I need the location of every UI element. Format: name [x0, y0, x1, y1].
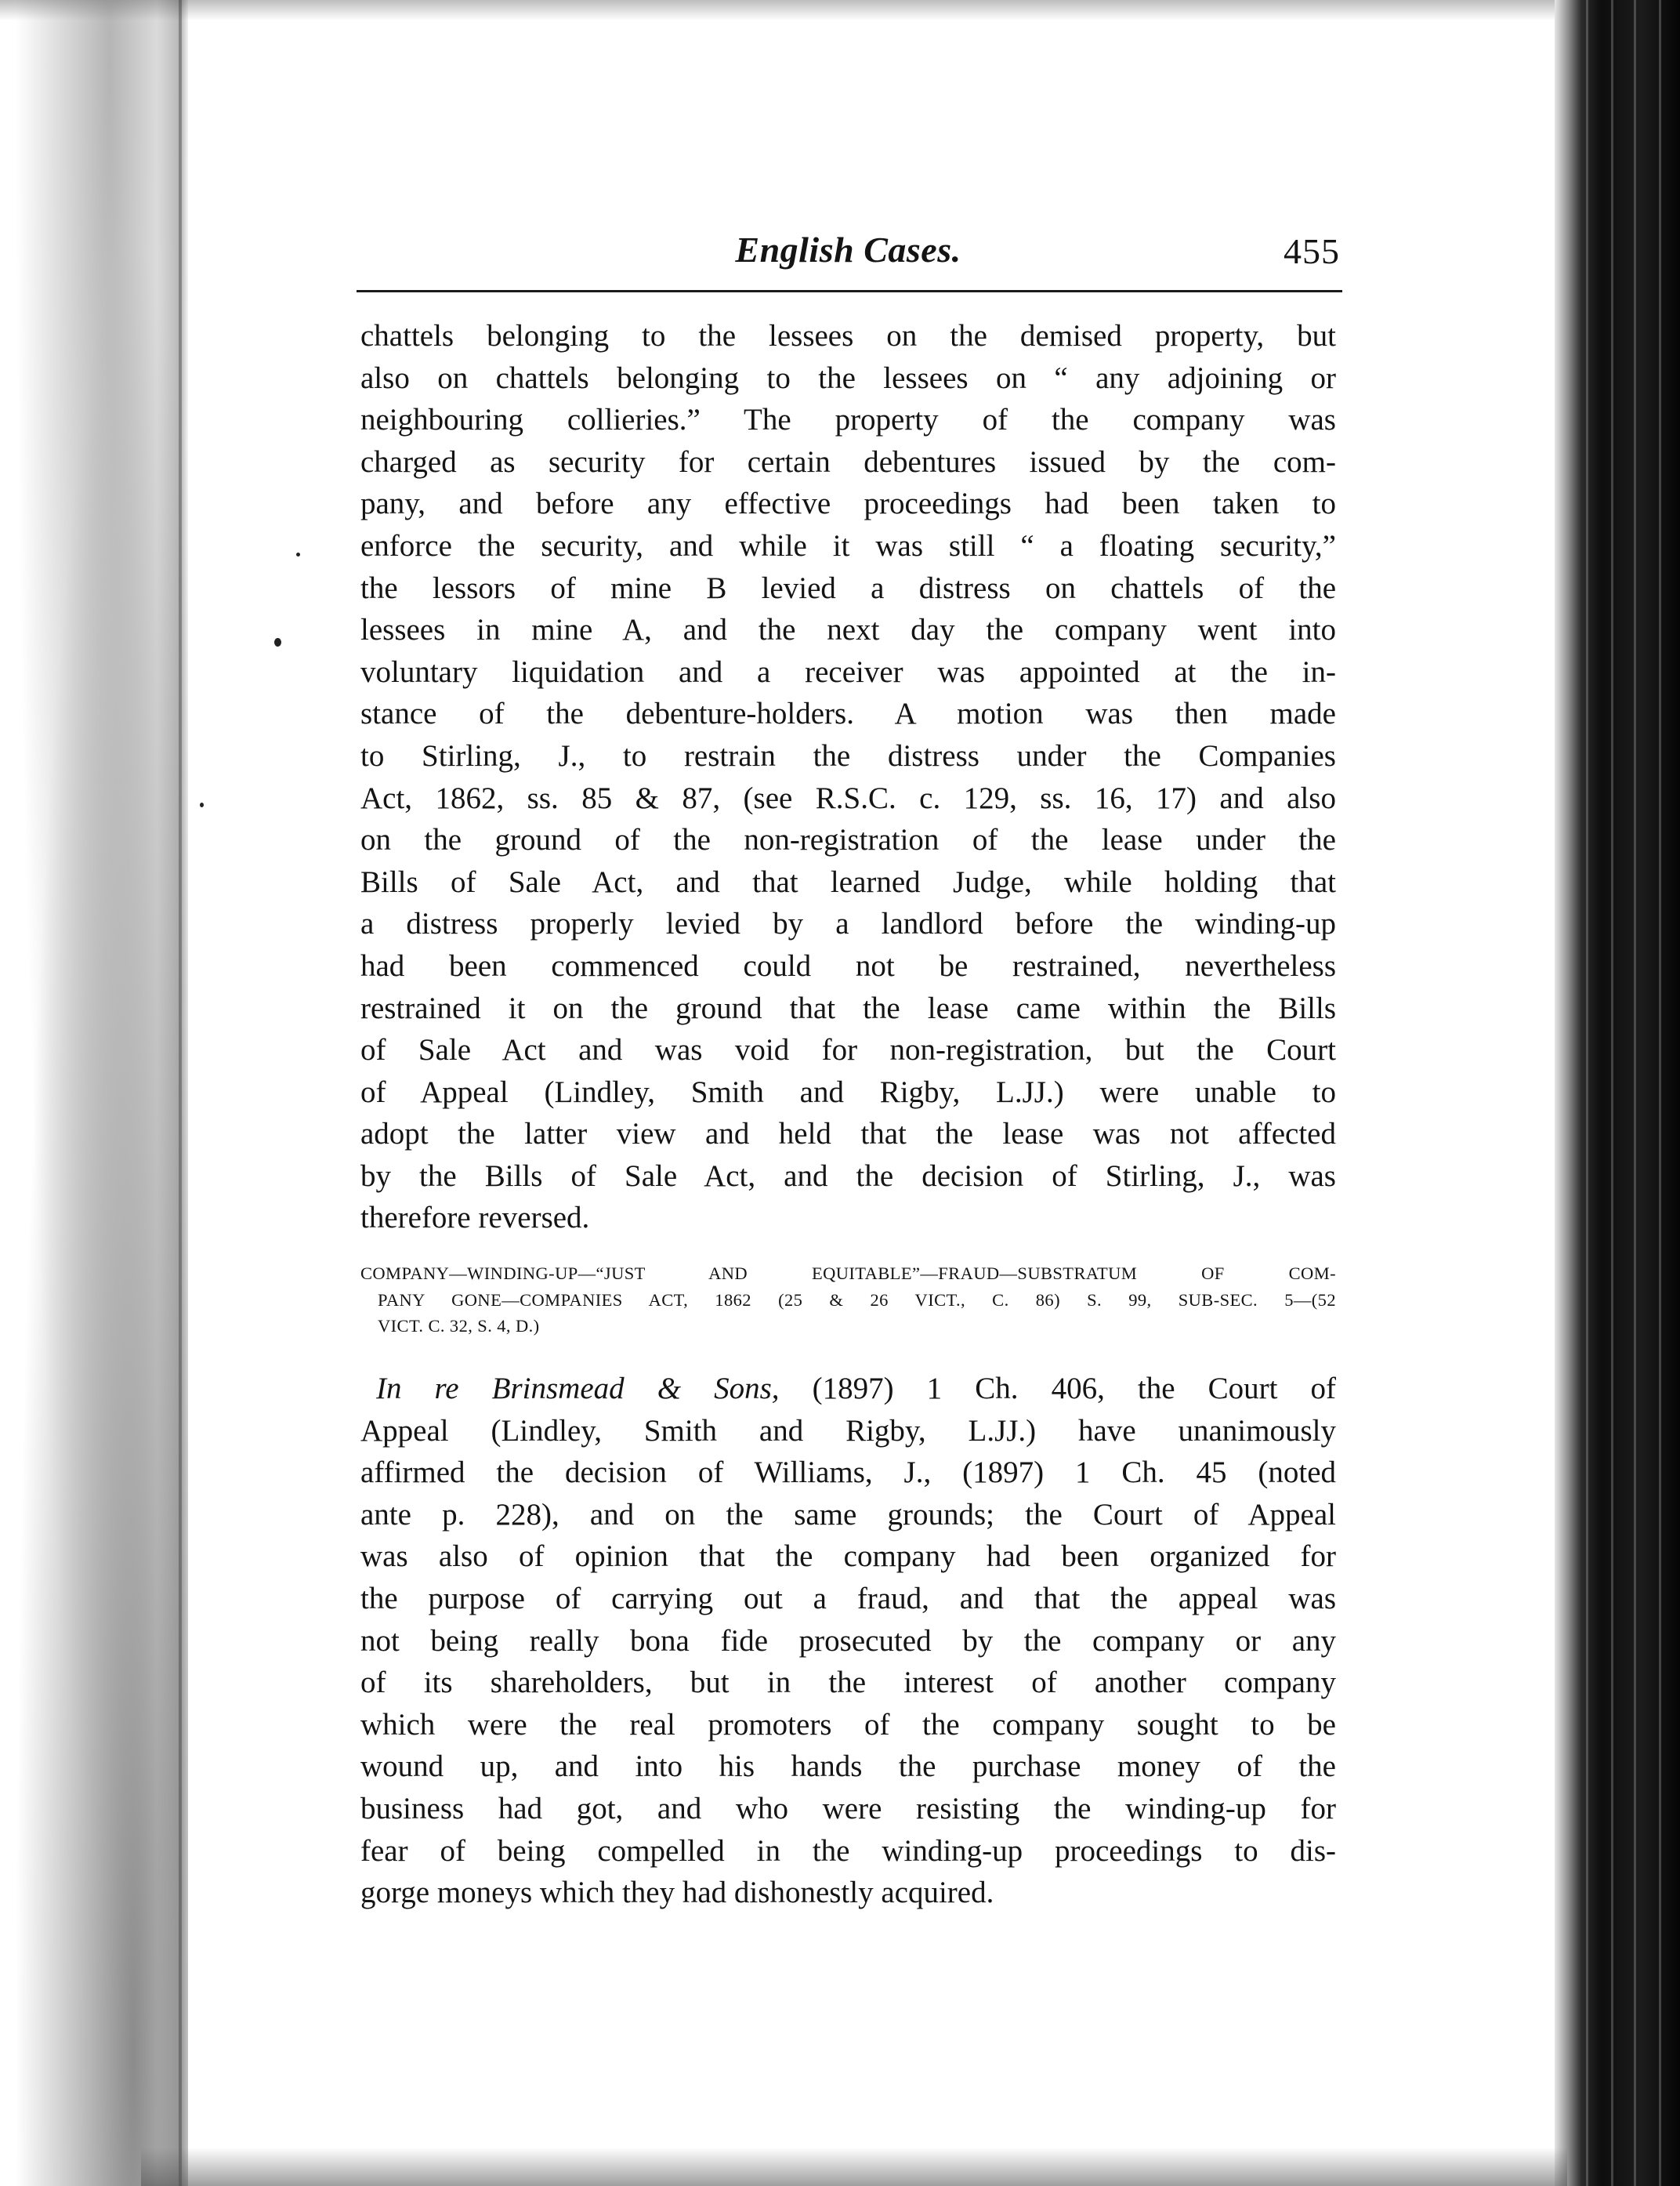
- text-line: affirmed the decision of Williams, J., (1897) 1 Ch. 45 (noted: [360, 1456, 1336, 1490]
- text-line: of its shareholders, but in the interest of another company: [360, 1666, 1336, 1700]
- text-line: business had got, and who were resisting the winding-up for: [360, 1791, 1336, 1825]
- scan-speck: [200, 803, 204, 807]
- scan-bottom-shadow: [141, 2148, 1567, 2186]
- case-heading: [360, 1260, 1336, 1340]
- text-line: charged as security for certain debentures issued by the com-: [360, 444, 1336, 479]
- text-line: enforce the security, and while it was still “ a floating security,”: [360, 528, 1336, 563]
- scan-speck: [296, 553, 300, 556]
- text-line: lessees in mine A, and the next day the company went into: [360, 613, 1336, 647]
- text-line: also on chattels belonging to the lessees on “ any adjoining or: [360, 361, 1336, 395]
- case-citation: (1897) 1 Ch. 406, the Court of: [812, 1372, 1337, 1405]
- paragraph-continued: [360, 315, 1336, 1239]
- paragraph-case-report: [360, 1368, 1336, 1914]
- running-head: [357, 229, 1340, 284]
- text-line: the purpose of carrying out a fraud, and that the appeal was: [360, 1581, 1336, 1615]
- text-line: gorge moneys which they had dishonestly acquired.: [360, 1876, 994, 1910]
- scan-top-shadow: [0, 0, 1680, 20]
- text-line: Act, 1862, ss. 85 & 87, (see R.S.C. c. 129, ss. 16, 17) and also: [360, 781, 1336, 815]
- text-line: Appeal (Lindley, Smith and Rigby, L.JJ.) have unanimously: [360, 1413, 1336, 1448]
- text-line: pany, and before any effective proceedings had been taken to: [360, 487, 1336, 521]
- text-line: which were the real promoters of the company sought to be: [360, 1707, 1336, 1742]
- text-line: the lessors of mine B levied a distress on chattels of the: [360, 571, 1336, 605]
- text-line: neighbouring collieries.” The property of the company was: [360, 403, 1336, 437]
- text-line: fear of being compelled in the winding-up proceedings to dis-: [360, 1833, 1336, 1868]
- text-line: wound up, and into his hands the purchase money of the: [360, 1749, 1336, 1784]
- text-line: restrained it on the ground that the lease came within the Bills: [360, 991, 1336, 1025]
- text-line: ante p. 228), and on the same grounds; the Court of Appeal: [360, 1497, 1336, 1532]
- running-title: English Cases.: [735, 230, 961, 270]
- text-line: not being really bona fide prosecuted by the company or any: [360, 1623, 1336, 1658]
- text-line: voluntary liquidation and a receiver was appointed at the in-: [360, 654, 1336, 689]
- scan-right-edge: [1555, 0, 1680, 2186]
- text-line-first: [360, 1368, 1336, 1410]
- text-line: Bills of Sale Act, and that learned Judge, while holding that: [360, 865, 1336, 899]
- case-name: In re Brinsmead & Sons,: [376, 1372, 780, 1405]
- text-line: of Sale Act and was void for non-registration, but the Court: [360, 1033, 1336, 1068]
- case-heading-line: VICT. C. 32, S. 4, D.): [378, 1316, 540, 1336]
- text-line: by the Bills of Sale Act, and the decision of Stirling, J., was: [360, 1158, 1336, 1193]
- text-line: on the ground of the non-registration of the lease under the: [360, 823, 1336, 857]
- header-rule: [357, 290, 1342, 292]
- text-line: therefore reversed.: [360, 1201, 590, 1235]
- text-line: stance of the debenture-holders. A motion was then made: [360, 697, 1336, 731]
- text-line: had been commenced could not be restrained, nevertheless: [360, 948, 1336, 983]
- case-heading-line: COMPANY—WINDING-UP—“JUST AND EQUITABLE”—FRAUD—SUBSTRATUM OF COM-: [360, 1263, 1336, 1283]
- scan-speck: [274, 638, 281, 647]
- text-line: adopt the latter view and held that the lease was not affected: [360, 1117, 1336, 1151]
- scan-left-edge: [0, 0, 188, 2186]
- text-line: a distress properly levied by a landlord before the winding-up: [360, 907, 1336, 941]
- text-line: was also of opinion that the company had been organized for: [360, 1539, 1336, 1574]
- text-line: to Stirling, J., to restrain the distress under the Companies: [360, 738, 1336, 773]
- text-line: of Appeal (Lindley, Smith and Rigby, L.JJ.) were unable to: [360, 1075, 1336, 1109]
- text-line: chattels belonging to the lessees on the demised property, but: [360, 319, 1336, 353]
- page-number: 455: [1284, 231, 1340, 271]
- case-heading-line: PANY GONE—COMPANIES ACT, 1862 (25 & 26 VICT., C. 86) S. 99, SUB-SEC. 5—(52: [378, 1289, 1336, 1310]
